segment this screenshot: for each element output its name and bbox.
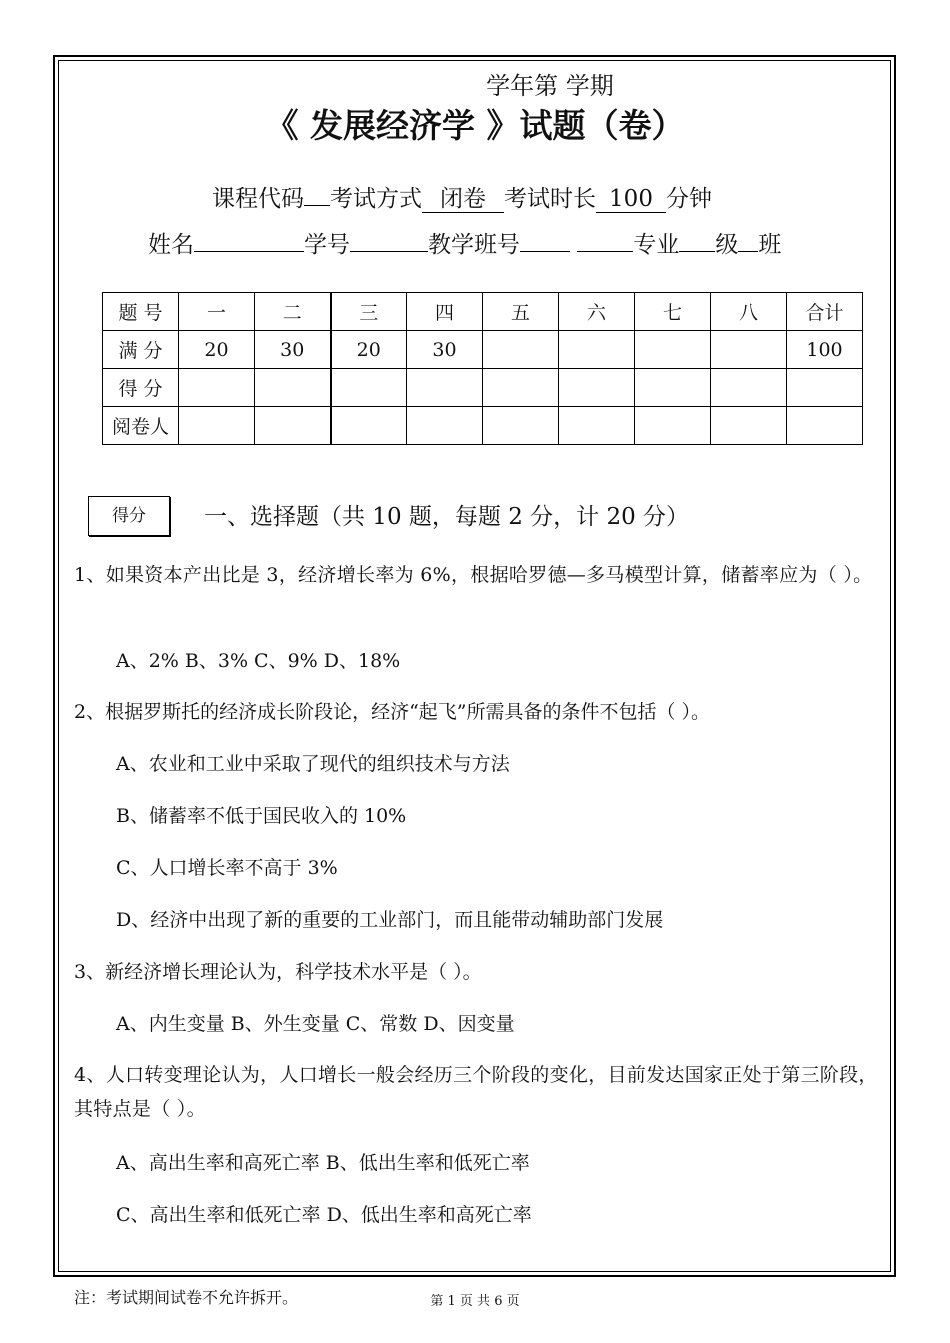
exam-info-line (212, 180, 712, 213)
grader-input-cell[interactable] (331, 407, 407, 445)
question-1-options: A、2% B、3% C、9% D、18% (116, 650, 401, 672)
score-input-cell[interactable] (407, 369, 483, 407)
class-number-field-2[interactable] (577, 251, 633, 252)
course-code-field[interactable] (304, 205, 330, 206)
section-title: 一、选择题（共 10 题，每题 2 分，计 20 分） (204, 504, 690, 530)
student-id-field[interactable] (350, 251, 428, 252)
question-2-option-c: C、人口增长率不高于 3% (116, 857, 338, 879)
table-cell: 一 (179, 293, 255, 331)
table-cell: 四 (407, 293, 483, 331)
table-cell (483, 331, 559, 369)
question-3: 3、新经济增长理论认为，科学技术水平是（ ）。 (74, 961, 482, 983)
table-cell: 合计 (787, 293, 863, 331)
score-input-cell[interactable] (711, 369, 787, 407)
duration-unit: 分钟 (666, 186, 712, 212)
score-input-cell[interactable] (559, 369, 635, 407)
footer-note: 注：考试期间试卷不允许拆开。 (74, 1288, 299, 1307)
score-input-cell[interactable] (787, 369, 863, 407)
question-4-options-row-2: C、高出生率和低死亡率 D、低出生率和高死亡率 (116, 1204, 532, 1226)
name-field[interactable] (194, 251, 304, 252)
student-id-label: 学号 (304, 232, 350, 258)
grader-input-cell[interactable] (559, 407, 635, 445)
table-cell: 六 (559, 293, 635, 331)
section-score-box[interactable]: 得分 (88, 496, 170, 536)
table-cell: 七 (635, 293, 711, 331)
table-cell (559, 331, 635, 369)
major-label: 专业 (633, 232, 680, 258)
duration-label: 考试时长 (504, 186, 596, 212)
score-input-cell[interactable] (635, 369, 711, 407)
question-2-option-a: A、农业和工业中采取了现代的组织技术与方法 (116, 753, 510, 775)
score-input-cell[interactable] (179, 369, 255, 407)
table-cell (635, 331, 711, 369)
grade-label: 级 (715, 232, 739, 258)
grader-input-cell[interactable] (635, 407, 711, 445)
grader-input-cell[interactable] (711, 407, 787, 445)
question-1: 1、如果资本产出比是 3，经济增长率为 6%，根据哈罗德—多马模型计算，储蓄率应为（ ）。 (74, 564, 873, 586)
duration-value: 100 (596, 186, 666, 213)
exam-mode-value: 闭卷 (422, 186, 504, 213)
exam-mode-label: 考试方式 (330, 186, 422, 212)
question-2: 2、根据罗斯托的经济成长阶段论，经济“起飞”所需具备的条件不包括（ ）。 (74, 701, 711, 723)
score-table-scored-row (103, 369, 863, 407)
semester-line: 学年第 学期 (486, 72, 614, 100)
question-2-option-b: B、储蓄率不低于国民收入的 10% (116, 805, 407, 827)
score-input-cell[interactable] (255, 369, 331, 407)
class-number-field[interactable] (520, 251, 570, 252)
table-cell: 30 (407, 331, 483, 369)
table-cell: 五 (483, 293, 559, 331)
table-cell: 得 分 (103, 369, 179, 407)
score-input-cell[interactable] (483, 369, 559, 407)
question-4-options-row-1: A、高出生率和高死亡率 B、低出生率和低死亡率 (116, 1152, 530, 1174)
table-cell: 三 (331, 293, 407, 331)
question-3-options: A、内生变量 B、外生变量 C、常数 D、因变量 (116, 1013, 515, 1035)
name-label: 姓名 (148, 232, 194, 258)
major-field[interactable] (679, 251, 715, 252)
table-cell: 满 分 (103, 331, 179, 369)
grader-input-cell[interactable] (407, 407, 483, 445)
table-cell: 阅卷人 (103, 407, 179, 445)
grader-input-cell[interactable] (179, 407, 255, 445)
grade-field[interactable] (738, 251, 758, 252)
score-table-grader-row (103, 407, 863, 445)
question-2-option-d: D、经济中出现了新的重要的工业部门，而且能带动辅助部门发展 (116, 909, 664, 931)
course-code-label: 课程代码 (212, 186, 304, 212)
table-cell: 30 (255, 331, 331, 369)
table-cell: 100 (787, 331, 863, 369)
table-cell: 20 (331, 331, 407, 369)
grader-input-cell[interactable] (483, 407, 559, 445)
table-cell (711, 331, 787, 369)
grader-input-cell[interactable] (787, 407, 863, 445)
grader-input-cell[interactable] (255, 407, 331, 445)
table-cell: 二 (255, 293, 331, 331)
student-info-line (148, 226, 781, 259)
class-unit-label: 班 (758, 232, 782, 258)
table-cell: 题 号 (103, 293, 179, 331)
score-table (102, 292, 863, 445)
score-input-cell[interactable] (331, 369, 407, 407)
score-table-full-marks-row (103, 331, 863, 369)
class-number-label: 教学班号 (428, 232, 520, 258)
score-table-header-row (103, 293, 863, 331)
question-4: 4、人口转变理论认为，人口增长一般会经历三个阶段的变化，目前发达国家正处于第三阶段，其特点是（ ）。 (74, 1064, 878, 1120)
table-cell: 八 (711, 293, 787, 331)
exam-title: 《 发展经济学 》试题（卷） (265, 106, 685, 145)
page-number: 第 1 页 共 6 页 (430, 1294, 520, 1309)
table-cell: 20 (179, 331, 255, 369)
